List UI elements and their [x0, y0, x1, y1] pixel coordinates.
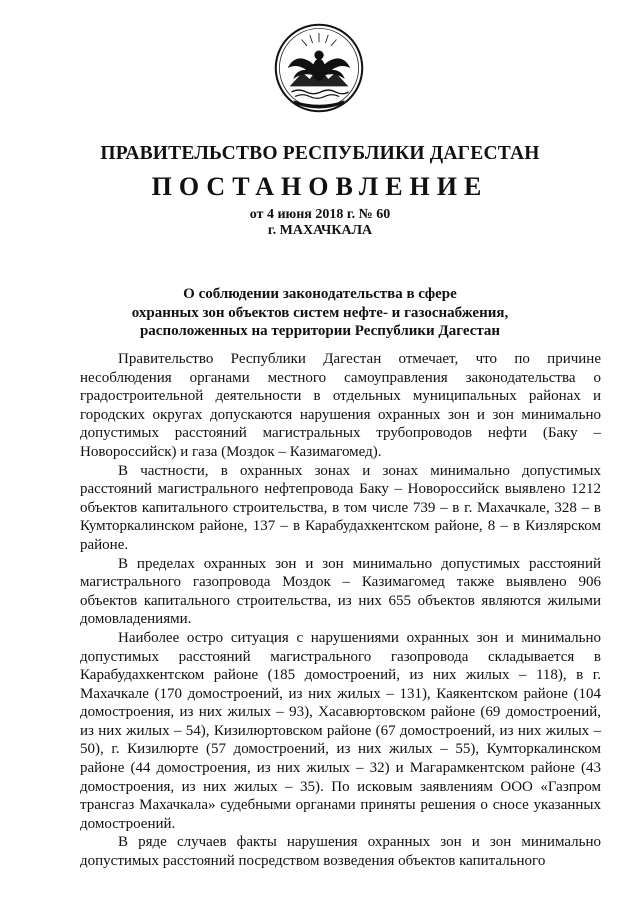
title-line: охранных зон объектов систем нефте- и газоснабжения,	[131, 304, 509, 321]
document-title	[90, 285, 550, 341]
body-paragraph: Наиболее остро ситуация с нарушениями охранных зон и минимально допустимых расстояний магистрального газопровода складывается в Карабудахкентском районе (185 домостроений, из них жилых – 118), в г. Махачкале (170 домостроений, из них жилых – 131), Каякентском районе (104 домостроения, из них жилых – 93), Хасавюртовском районе (69 домостроений, из них жилых – 54), Кизилюртовском районе (67 домостроений, из них жилых – 50), г. Кизилюрте (57 домостроений, из них жилых – 55), Кумторкалинском районе (44 домостроения, из них жилых – 32) и Магарамкентском районе (43 домостроения, из них жилых – 35). По исковым заявлениям ООО «Газпром трансгаз Махачкала» судебными органами приняты решения о сносе указанных домостроений.	[80, 629, 601, 832]
document-type: ПОСТАНОВЛЕНИЕ	[151, 172, 489, 201]
body-paragraph: В пределах охранных зон и зон минимально допустимых расстояний магистрального газопровода Моздок – Казимагомед также выявлено 906 объектов капитального строительства, из них 655 объектов являются жилыми домовладениями.	[80, 555, 601, 628]
government-name: ПРАВИТЕЛЬСТВО РЕСПУБЛИКИ ДАГЕСТАН	[100, 143, 540, 164]
body-paragraph: В частности, в охранных зонах и зонах минимально допустимых расстояний магистрального нефтепровода Баку – Новороссийск выявлено 1212 объектов капитального строительства, в том числе 739 – в г. Махачкале, 328 – в Кумторкалинском районе, 137 – в Карабудахкентском районе, 8 – в Кизлярском районе.	[80, 462, 601, 553]
document-date-number: от 4 июня 2018 г. № 60	[249, 207, 391, 222]
document-city: г. МАХАЧКАЛА	[267, 223, 373, 238]
body-paragraph: В ряде случаев факты нарушения охранных зон и зон минимально допустимых расстояний посредством возведения объектов капитального	[80, 834, 601, 870]
document-body	[80, 350, 601, 871]
title-line: расположенных на территории Республики Дагестан	[139, 323, 501, 339]
title-line: О соблюдении законодательства в сфере	[183, 286, 457, 302]
dagestan-coat-of-arms-eagle-icon	[273, 22, 365, 114]
body-paragraph: Правительство Республики Дагестан отмечает, что по причине несоблюдения органами местного самоуправления законодательства о градостроительной деятельности в отдельных муниципальных районах и городских округах допускаются нарушения охранных зон и зон минимально допустимых расстояний магистральных трубопроводов нефти (Баку – Новороссийск) и газа (Моздок – Казимагомед).	[80, 351, 601, 460]
